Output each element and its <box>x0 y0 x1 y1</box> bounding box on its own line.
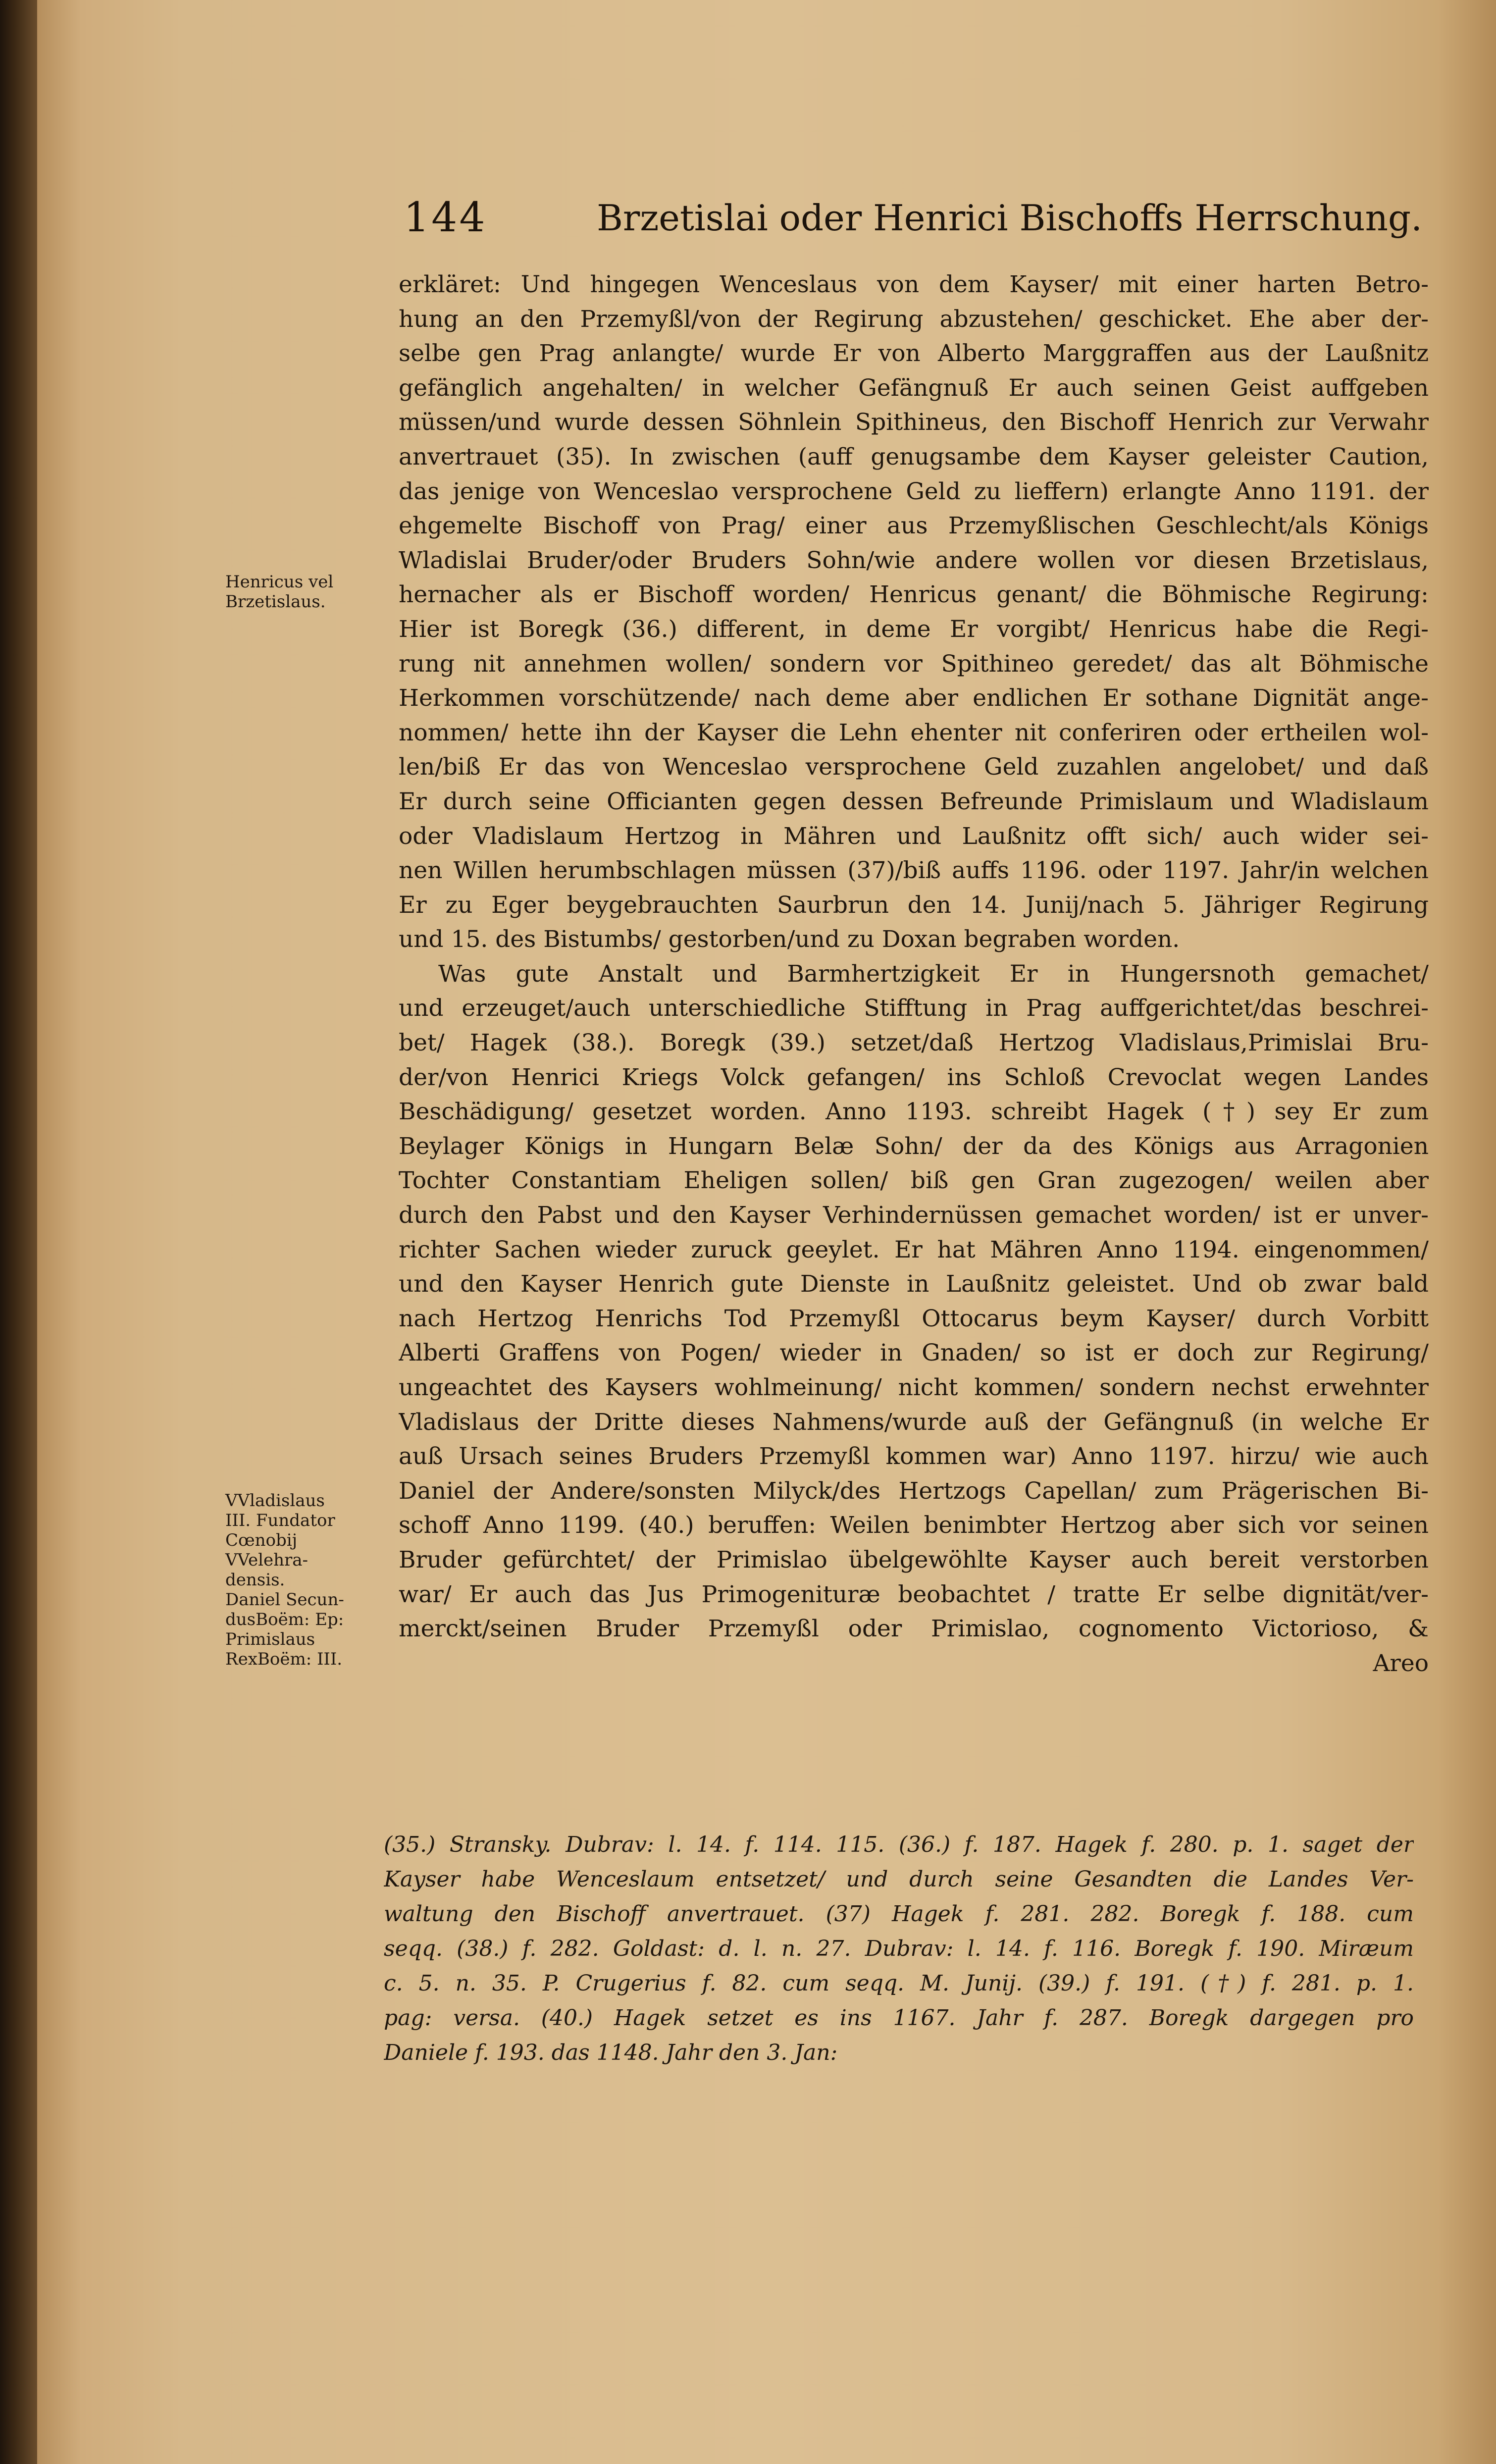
text-line: richter Sachen wieder zuruck geeylet. Er hat Mähren Anno 1194. eingenommen/ <box>399 1236 1429 1263</box>
margin-note-vladislaus <box>225 1491 384 1669</box>
footnote-line: Kayser habe Wenceslaum entsetzet/ und durch seine Gesandten die Landes Ver- <box>384 1867 1414 1892</box>
margin-note-line: Daniel Secun- <box>225 1590 344 1610</box>
margin-note-line: III. Fundator <box>225 1511 335 1530</box>
text-line: gefänglich angehalten/ in welcher Gefängnuß Er auch seinen Geist auffgeben <box>399 374 1429 402</box>
text-line: und erzeuget/auch unterschiedliche Stifftung in Prag auffgerichtet/das beschrei- <box>399 995 1429 1022</box>
margin-note-line: VVelehra- <box>225 1550 309 1570</box>
text-line: müssen/und wurde dessen Söhnlein Spithineus, den Bischoff Henrich zur Verwahr <box>399 409 1429 436</box>
text-line: anvertrauet (35). In zwischen (auff genugsambe dem Kayser geleister Caution, <box>399 443 1429 471</box>
text-line: bet/ Hagek (38.). Boregk (39.) setzet/daß Hertzog Vladislaus,Primislai Bru- <box>399 1029 1429 1057</box>
text-line: hung an den Przemyßl/von der Regirung abzustehen/ geschicket. Ehe aber der- <box>399 305 1429 333</box>
text-line: nach Hertzog Henrichs Tod Przemyßl Ottocarus beym Kayser/ durch Vorbitt <box>399 1305 1429 1332</box>
page-header <box>404 191 1424 250</box>
main-text-column <box>399 267 1429 1680</box>
text-line: erkläret: Und hingegen Wenceslaus von dem Kayser/ mit einer harten Betro- <box>399 271 1429 298</box>
footnote-line: (35.) Stransky. Dubrav: l. 14. f. 114. 115. (36.) f. 187. Hagek f. 280. p. 1. saget der <box>384 1832 1414 1857</box>
text-line: der/von Henrici Kriegs Volck gefangen/ ins Schloß Crevoclat wegen Landes <box>399 1063 1429 1091</box>
text-line: nen Willen herumbschlagen müssen (37)/biß auffs 1196. oder 1197. Jahr/in welchen <box>399 857 1429 885</box>
text-line: Tochter Constantiam Eheligen sollen/ biß gen Gran zugezogen/ weilen aber <box>399 1167 1429 1195</box>
text-line: rung nit annehmen wollen/ sondern vor Spithineo geredet/ das alt Böhmische <box>399 650 1429 678</box>
text-line: Beschädigung/ gesetzet worden. Anno 1193. schreibt Hagek (†) sey Er zum <box>399 1098 1429 1126</box>
text-line: und den Kayser Henrich gute Dienste in Laußnitz geleistet. Und ob zwar bald <box>399 1270 1429 1298</box>
margin-note-line: dusBoëm: Ep: <box>225 1610 344 1629</box>
footnote-line: waltung den Bischoff anvertrauet. (37) Hagek f. 281. 282. Boregk f. 188. cum <box>384 1901 1414 1927</box>
text-line: ehgemelte Bischoff von Prag/ einer aus Przemyßlischen Geschlecht/als Königs <box>399 512 1429 540</box>
footnotes <box>384 1828 1414 2070</box>
text-line: ungeachtet des Kaysers wohlmeinung/ nicht kommen/ sondern nechst erwehnter <box>399 1374 1429 1401</box>
text-line: schoff Anno 1199. (40.) beruffen: Weilen benimbter Hertzog aber sich vor seinen <box>399 1512 1429 1539</box>
footnote-line: pag: versa. (40.) Hagek setzet es ins 1167. Jahr f. 287. Boregk dargegen pro <box>384 2005 1414 2031</box>
footnote-line: Daniele f. 193. das 1148. Jahr den 3. Jan: <box>384 2040 838 2065</box>
text-line: nommen/ hette ihn der Kayser die Lehn ehenter nit conferiren oder ertheilen wol- <box>399 719 1429 746</box>
text-line: Er durch seine Officianten gegen dessen Befreunde Primislaum und Wladislaum <box>399 787 1429 815</box>
text-line: und 15. des Bistumbs/ gestorben/und zu Doxan begraben worden. <box>399 926 1180 953</box>
text-line: Herkommen vorschützende/ nach deme aber endlichen Er sothane Dignität ange- <box>399 684 1429 712</box>
text-line: Er zu Eger beygebrauchten Saurbrun den 14. Junij/nach 5. Jähriger Regirung <box>399 891 1429 919</box>
margin-note-line: VVladislaus <box>225 1491 325 1511</box>
running-title: Brzetislai oder Henrici Bischoffs Herrschung. <box>597 197 1422 239</box>
margin-note-henricus <box>225 572 384 612</box>
text-line: hernacher als er Bischoff worden/ Henricus genant/ die Böhmische Regirung: <box>399 581 1429 609</box>
catchword: Areo <box>1373 1649 1429 1677</box>
text-line: Bruder gefürchtet/ der Primislao übelgewöhlte Kayser auch bereit verstorben <box>399 1546 1429 1573</box>
text-line: Daniel der Andere/sonsten Milyck/des Hertzogs Capellan/ zum Prägerischen Bi- <box>399 1477 1429 1505</box>
text-line: merckt/seinen Bruder Przemyßl oder Primislao, cognomento Victorioso, & <box>399 1615 1429 1643</box>
footnote-line: seqq. (38.) f. 282. Goldast: d. l. n. 27. Dubrav: l. 14. f. 116. Boregk f. 190. Miræum <box>384 1936 1414 1961</box>
text-line: auß Ursach seines Bruders Przemyßl kommen war) Anno 1197. hirzu/ wie auch <box>399 1443 1429 1470</box>
text-line: len/biß Er das von Wenceslao versprochene Geld zuzahlen angelobet/ und daß <box>399 753 1429 781</box>
text-line: selbe gen Prag anlangte/ wurde Er von Alberto Marggraffen aus der Laußnitz <box>399 340 1429 367</box>
margin-note-line: densis. <box>225 1570 285 1590</box>
text-line: Beylager Königs in Hungarn Belæ Sohn/ der da des Königs aus Arragonien <box>399 1132 1429 1160</box>
margin-note-line: Cœnobij <box>225 1530 298 1550</box>
text-line: Wladislai Bruder/oder Bruders Sohn/wie andere wollen vor diesen Brzetislaus, <box>399 546 1429 574</box>
text-line: war/ Er auch das Jus Primogenituræ beobachtet / tratte Er selbe dignität/ver- <box>399 1580 1429 1608</box>
page-number: 144 <box>404 194 487 241</box>
text-line: Alberti Graffens von Pogen/ wieder in Gnaden/ so ist er doch zur Regirung/ <box>399 1339 1429 1367</box>
text-line: oder Vladislaum Hertzog in Mähren und Laußnitz offt sich/ auch wider sei- <box>399 822 1429 850</box>
margin-note-line: RexBoëm: III. <box>225 1649 343 1669</box>
text-line: Hier ist Boregk (36.) different, in deme Er vorgibt/ Henricus habe die Regi- <box>399 615 1429 643</box>
margin-note-line: Brzetislaus. <box>225 592 326 612</box>
text-line: das jenige von Wenceslao versprochene Geld zu lieffern) erlangte Anno 1191. der <box>399 477 1429 505</box>
margin-note-line: Primislaus <box>225 1629 315 1649</box>
text-line: Vladislaus der Dritte dieses Nahmens/wurde auß der Gefängnuß (in welche Er <box>399 1408 1429 1436</box>
footnote-line: c. 5. n. 35. P. Crugerius f. 82. cum seqq. M. Junij. (39.) f. 191. (†) f. 281. p. 1. <box>384 1971 1414 1996</box>
margin-note-line: Henricus vel <box>225 572 334 592</box>
text-line: durch den Pabst und den Kayser Verhindernüssen gemachet worden/ ist er unver- <box>399 1202 1429 1229</box>
book-binding-gutter <box>0 0 37 2464</box>
text-line: Was gute Anstalt und Barmhertzigkeit Er in Hungersnoth gemachet/ <box>438 960 1429 988</box>
